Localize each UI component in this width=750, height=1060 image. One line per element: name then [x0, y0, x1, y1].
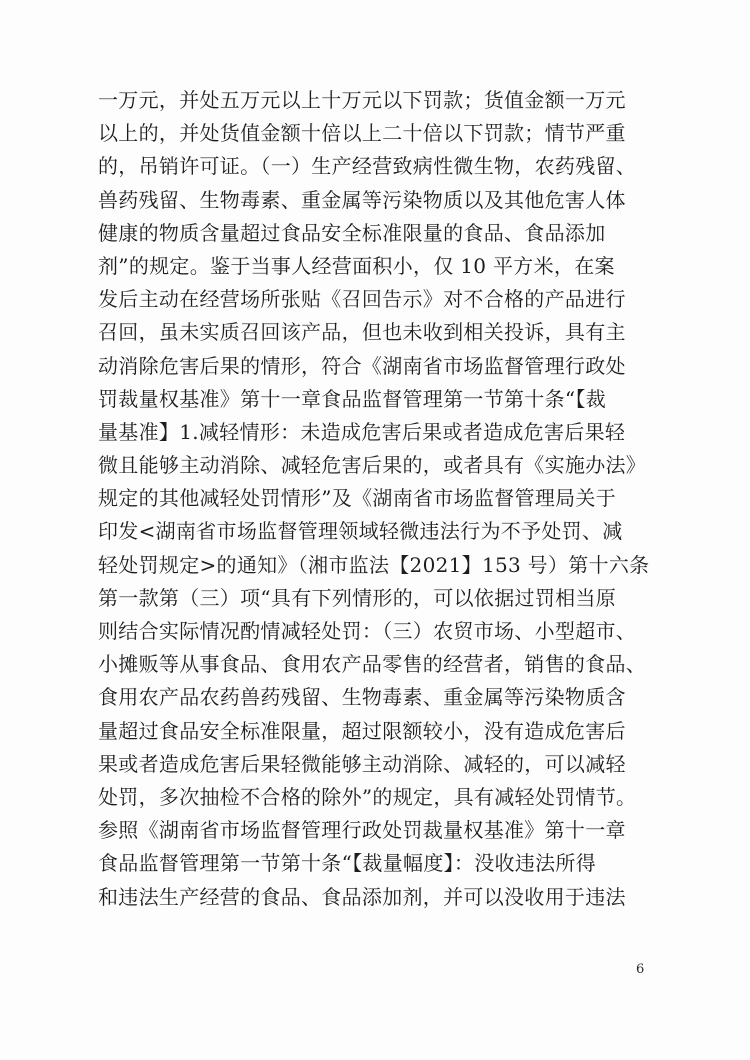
text-line: 的，吊销许可证。（一）生产经营致病性微生物，农药残留、	[98, 154, 637, 179]
text-line: 处罚，多次抽检不合格的除外”的规定，具有减轻处罚情节。	[98, 784, 637, 809]
text-line: 轻处罚规定>的通知》（湘市监法【2021】153 号）第十六条	[98, 552, 650, 577]
text-line: 健康的物质含量超过食品安全标准限量的食品、食品添加	[98, 220, 606, 245]
text-line: 量超过食品安全标准限量，超过限额较小，没有造成危害后	[98, 718, 626, 743]
text-line: 罚裁量权基准》第十一章食品监督管理第一节第十条“【裁	[98, 386, 607, 411]
text-line: 剂”的规定。鉴于当事人经营面积小，仅 10 平方米，在案	[98, 253, 615, 278]
text-line: 食用农产品农药兽药残留、生物毒素、重金属等污染物质含	[98, 685, 626, 710]
text-line: 发后主动在经营场所张贴《召回告示》对不合格的产品进行	[98, 287, 626, 312]
text-line: 参照《湖南省市场监督管理行政处罚裁量权基准》第十一章	[98, 818, 626, 843]
text-line: 召回，虽未实质召回该产品，但也未收到相关投诉，具有主	[98, 320, 626, 345]
text-line: 印发<湖南省市场监督管理领域轻微违法行为不予处罚、减	[98, 519, 623, 544]
text-line: 则结合实际情况酌情减轻处罚：（三）农贸市场、小型超市、	[98, 619, 637, 643]
text-line: 第一款第（三）项“具有下列情形的，可以依据过罚相当原	[98, 585, 617, 610]
text-line: 规定的其他减轻处罚情形”及《湖南省市场监督管理局关于	[98, 486, 617, 511]
text-line: 微且能够主动消除、减轻危害后果的，或者具有《实施办法》	[98, 453, 647, 478]
text-line: 和违法生产经营的食品、食品添加剂，并可以没收用于违法	[98, 884, 626, 909]
text-line: 小摊贩等从事食品、食用农产品零售的经营者，销售的食品、	[98, 652, 647, 677]
text-line: 动消除危害后果的情形，符合《湖南省市场监督管理行政处	[98, 353, 626, 378]
text-line: 兽药残留、生物毒素、重金属等污染物质以及其他危害人体	[98, 187, 626, 212]
text-line: 以上的，并处货值金额十倍以上二十倍以下罚款；情节严重	[98, 121, 626, 146]
text-line: 果或者造成危害后果轻微能够主动消除、减轻的，可以减轻	[98, 751, 626, 776]
text-line: 量基准】1.减轻情形：未造成危害后果或者造成危害后果轻	[98, 419, 626, 444]
body-text	[98, 84, 658, 914]
page-number: 6	[636, 962, 645, 977]
text-line: 一万元，并处五万元以上十万元以下罚款；货值金额一万元	[98, 88, 626, 112]
text-line: 食品监督管理第一节第十条“【裁量幅度】：没收违法所得	[98, 851, 597, 876]
